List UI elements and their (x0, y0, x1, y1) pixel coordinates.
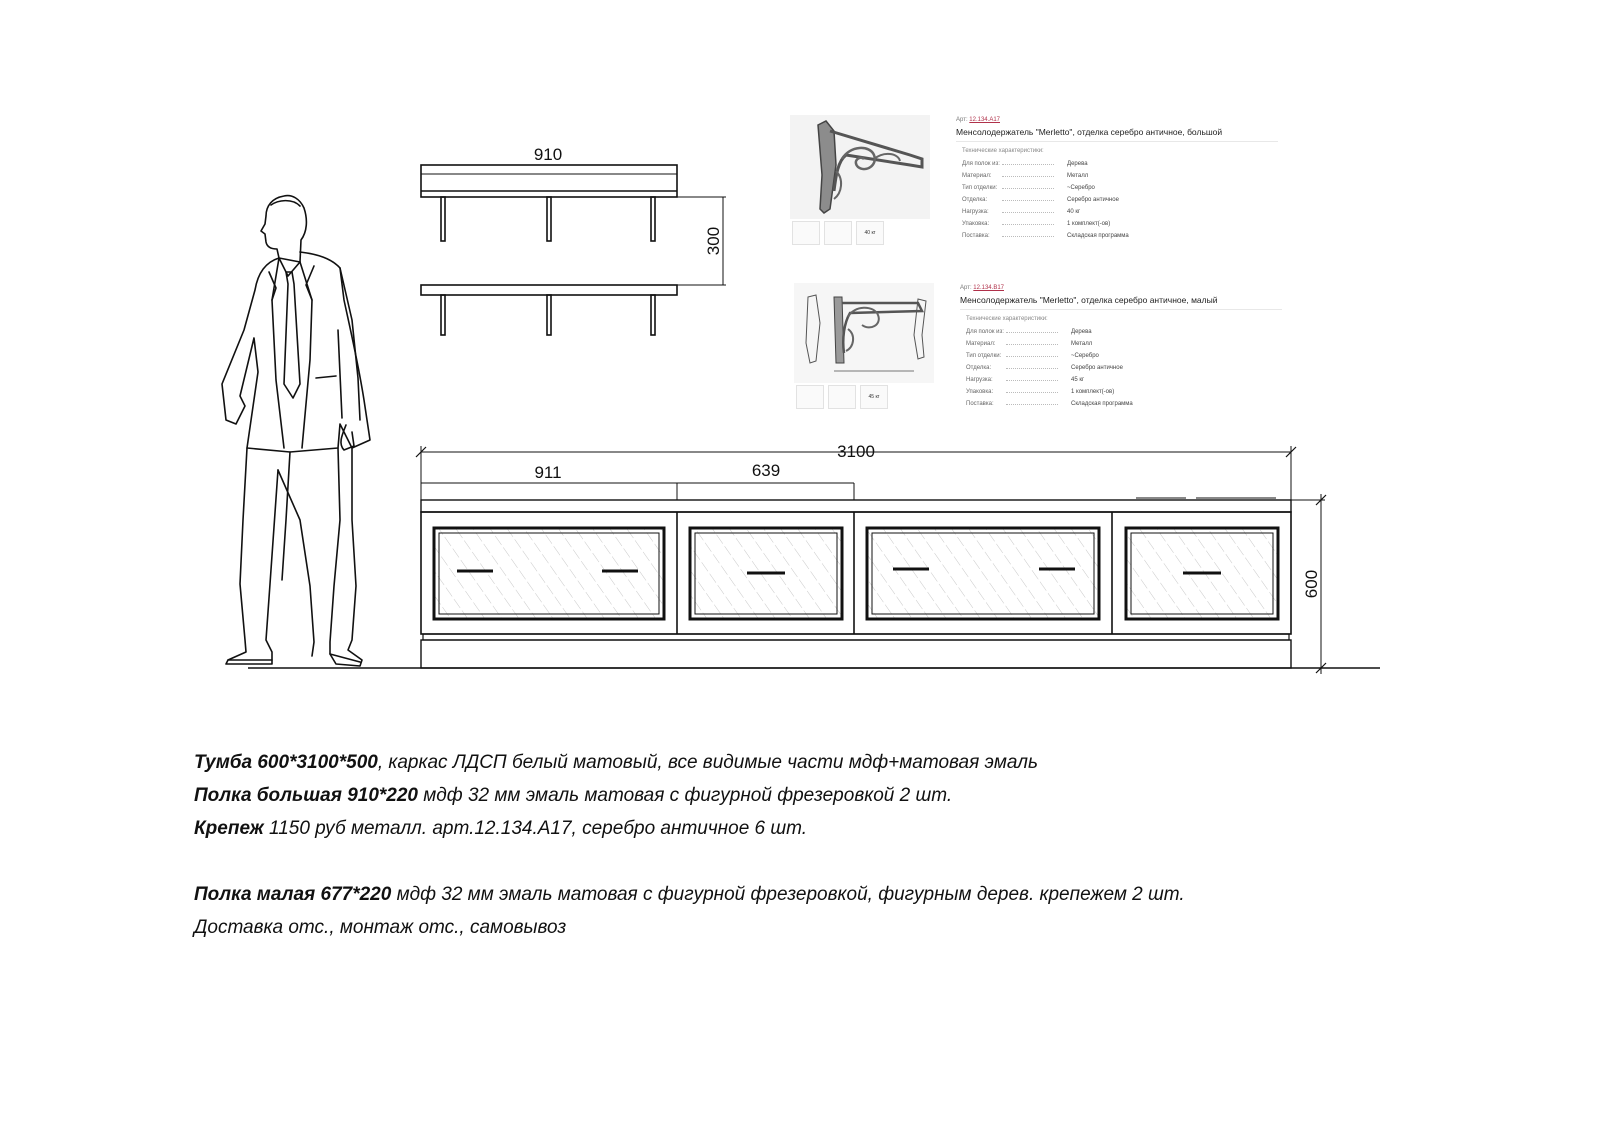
note-line: Полка большая 910*220 мдф 32 мм эмаль матовая с фигурной фрезеровкой 2 шт. (194, 785, 953, 806)
bracket-small-image (794, 283, 934, 383)
thumbnail-photo[interactable] (796, 385, 824, 409)
specs-heading: Технические характеристики: (966, 316, 1048, 322)
article-code-link[interactable]: 12.134.A17 (969, 117, 1000, 123)
shelf-spacing-dimension: 300 (704, 226, 723, 256)
drawer-1 (434, 528, 664, 619)
article-label: Арт: (960, 285, 972, 291)
person-silhouette (222, 196, 370, 666)
upper-shelf (421, 165, 677, 197)
note-line: Тумба 600*3100*500, каркас ЛДСП белый матовый, все видимые части мдф+матовая эмаль (194, 752, 1038, 773)
drawer-3 (867, 528, 1099, 619)
product-card-large-bracket: 40 кг Арт: 12.134.A17 Менсолодержатель "Merletto", отделка серебро античное, большой Технические характеристики: Для полок из: Дерева Материал: Металл Тип отделки: ~Серебро Отделка: Серебро античное Нагрузка: 40 кг Упаковка: 1 комплект(-ов) Поставка: Складская программа (788, 111, 1278, 249)
section-2-dimension: 639 (751, 461, 781, 480)
cabinet-total-dimension: 3100 (837, 442, 875, 461)
article-code-link[interactable]: 12.134.B17 (973, 285, 1004, 291)
bracket-large-image (790, 115, 930, 219)
note-line: Полка малая 677*220 мдф 32 мм эмаль матовая с фигурной фрезеровкой, фигурным дерев. крепежем 2 шт. (194, 884, 1185, 905)
thumbnail-load-badge[interactable]: 45 кг (860, 385, 888, 409)
thumbnail-drawing[interactable] (824, 221, 852, 245)
note-line: Крепеж 1150 руб металл. арт.12.134.А17, серебро античное 6 шт. (194, 818, 808, 839)
cabinet-height-dimension: 600 (1302, 569, 1321, 599)
section-1-dimension: 911 (534, 463, 562, 482)
note-line: Доставка отс., монтаж отс., самовывоз (194, 917, 567, 938)
drawer-4 (1126, 528, 1278, 619)
upper-shelf-brackets (441, 197, 655, 241)
lower-shelf-brackets (441, 295, 655, 335)
product-card-small-bracket: 45 кг Арт: 12.134.B17 Менсолодержатель "Merletto", отделка серебро античное, малый Технические характеристики: Для полок из: Дерева Материал: Металл Тип отделки: ~Серебро Отделка: Серебро античное Нагрузка: 45 кг Упаковка: 1 комплект(-ов) Поставка: Складская программа (792, 279, 1282, 413)
specification-notes (194, 746, 1185, 944)
wall-shelves (421, 165, 726, 335)
shelf-width-dimension: 910 (533, 145, 563, 164)
lower-shelf (421, 285, 677, 295)
thumbnail-load-badge[interactable]: 40 кг (856, 221, 884, 245)
thumbnail-drawing[interactable] (828, 385, 856, 409)
cabinet-plinth (421, 640, 1291, 668)
drawer-2 (690, 528, 842, 619)
product-title: Менсолодержатель "Merletto", отделка серебро античное, малый (960, 295, 1218, 305)
thumbnail-photo[interactable] (792, 221, 820, 245)
cabinet-top (421, 500, 1291, 512)
article-label: Арт: (956, 117, 968, 123)
specs-heading: Технические характеристики: (962, 148, 1044, 154)
product-title: Менсолодержатель "Merletto", отделка серебро античное, большой (956, 127, 1223, 137)
